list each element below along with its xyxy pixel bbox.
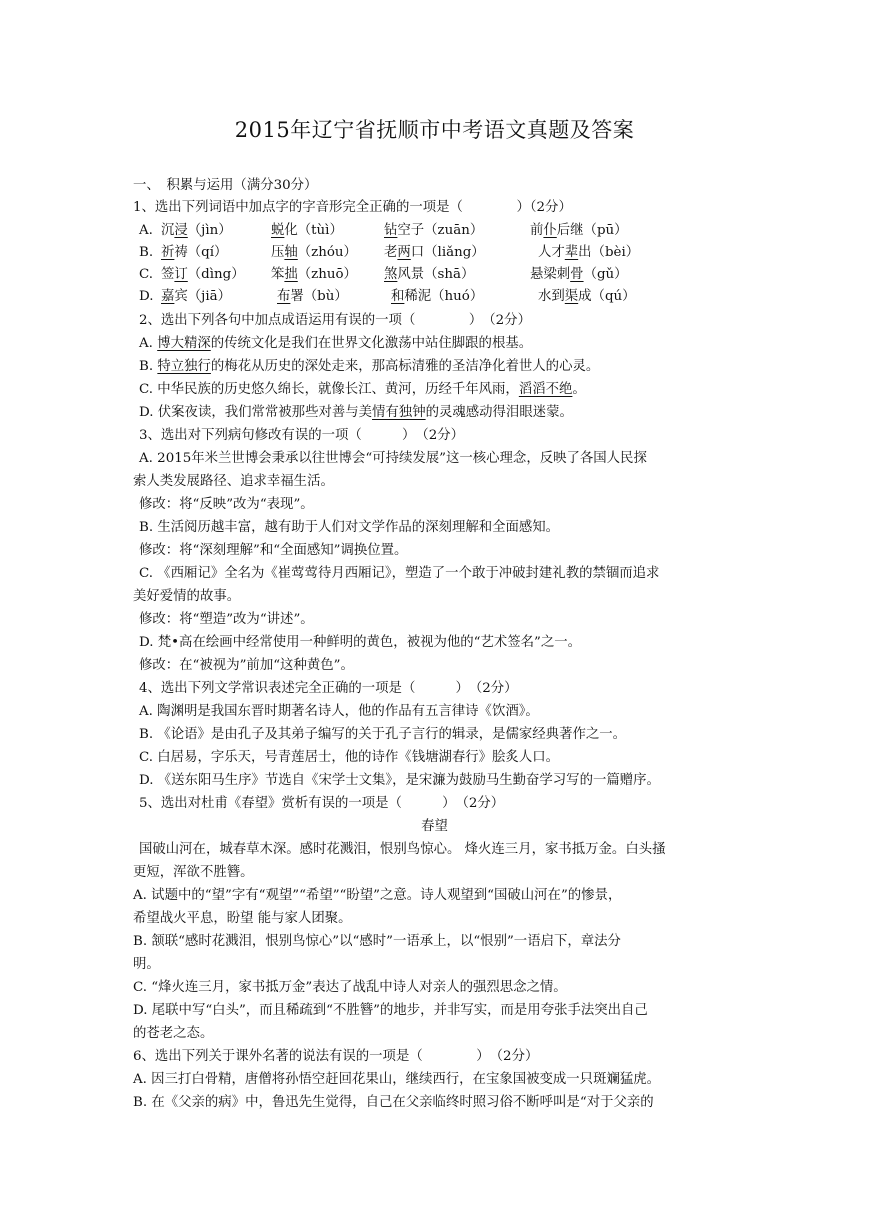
question-3-line: B. 生活阅历越丰富，越有助于人们对文学作品的深刻理解和全面感知。 <box>139 520 560 535</box>
option-item: 沉浸（jìn） <box>161 223 232 238</box>
question-3-line: 索人类发展路径、追求幸福生活。 <box>133 474 334 489</box>
question-3-line: 修改：在“被视为”前加“这种黄色”。 <box>139 658 354 673</box>
question-5-line: D. 尾联中写“白头”，而且稀疏到“不胜簪”的地步，并非写实，而是用夸张手法突出自己 <box>133 1003 648 1018</box>
question-3-line: 修改：将“塑造”改为“讲述”。 <box>139 612 314 627</box>
option-item: 祈祷（qí） <box>161 245 228 260</box>
question-1-stem: 1、选出下列词语中加点字的字音形完全正确的一项是（ ）（2分） <box>133 200 572 215</box>
question-5-line: A. 试题中的“望”字有“观望”“希望”“盼望”之意。诗人观望到“国破山河在”的惨景， <box>133 888 622 903</box>
question-3-line: 修改：将“深刻理解”和“全面感知”调换位置。 <box>139 543 408 558</box>
question-2-option-a: A. 博大精深的传统文化是我们在世界文化激荡中站住脚跟的根基。 <box>139 336 533 351</box>
poem-title: 春望 <box>421 819 448 834</box>
question-4-stem: 4、选出下列文学常识表述完全正确的一项是（ ） （2分） <box>139 681 518 696</box>
question-1-option-d <box>139 286 739 308</box>
question-5-line: 希望战火平息，盼望 能与家人团聚。 <box>133 911 352 926</box>
question-4-option: D. 《送东阳马生序》节选自《宋学士文集》，是宋濂为鼓励马生勤奋学习写的一篇赠序。 <box>139 773 660 788</box>
poem-text: 更短，浑欲不胜簪。 <box>133 865 254 880</box>
option-item: 煞风景（shā） <box>384 267 475 282</box>
question-4-option: C. 白居易，字乐天，号青莲居士，他的诗作《钱塘湖春行》脍炙人口。 <box>139 750 559 765</box>
question-5-line: C. “烽火连三月，家书抵万金”表达了战乱中诗人对亲人的强烈思念之情。 <box>133 980 567 995</box>
option-label: D. <box>139 289 154 304</box>
question-1-option-a <box>139 220 739 242</box>
question-6-option: B. 在《父亲的病》中，鲁迅先生觉得，自己在父亲临终时照习俗不断呼叫是“对于父亲的 <box>133 1095 654 1110</box>
section-heading: 一、 积累与运用（满分30分） <box>133 178 318 193</box>
question-2-option-b: B. 特立独行的梅花从历史的深处走来，那高标清雅的圣洁净化着世人的心灵。 <box>139 359 600 374</box>
question-5-line: 明。 <box>133 957 160 972</box>
option-item: 签订（dìng） <box>161 267 245 282</box>
option-item: 水到渠成（qú） <box>538 289 636 304</box>
question-2-stem: 2、选出下列各句中加点成语运用有误的一项（ ） （2分） <box>139 313 531 328</box>
poem-text: 国破山河在，城春草木深。感时花溅泪，恨别鸟惊心。 烽火连三月，家书抵万金。白头搔 <box>139 842 666 857</box>
question-6-stem: 6、选出下列关于课外名著的说法有误的一项是（ ） （2分） <box>133 1049 539 1064</box>
option-item: 悬梁刺骨（gǔ） <box>530 267 628 282</box>
question-6-option: A. 因三打白骨精，唐僧将孙悟空赶回花果山，继续西行，在宝象国被变成一只斑斓猛虎。 <box>133 1072 661 1087</box>
question-4-option: B. 《论语》是由孔子及其弟子编写的关于孔子言行的辑录，是儒家经典著作之一。 <box>139 727 627 742</box>
option-item: 和稀泥（huó） <box>391 289 484 304</box>
option-item: 嘉宾（jiā） <box>161 289 231 304</box>
option-item: 压轴（zhóu） <box>271 245 357 260</box>
option-item: 人才辈出（bèi） <box>538 245 640 260</box>
option-label: C. <box>139 267 154 282</box>
option-item: 老两口（liǎng） <box>384 245 485 260</box>
question-1-option-c <box>139 264 739 286</box>
question-5-stem: 5、选出对杜甫《春望》赏析有误的一项是（ ） （2分） <box>139 796 505 811</box>
question-5-line: 的苍老之态。 <box>133 1026 214 1041</box>
option-item: 前仆后继（pū） <box>530 223 628 238</box>
question-3-line: 修改：将“反映”改为“表现”。 <box>139 497 314 512</box>
option-item: 笨拙（zhuō） <box>271 267 357 282</box>
question-3-line: 美好爱情的故事。 <box>133 589 241 604</box>
option-label: A. <box>139 223 153 238</box>
question-3-line: A. 2015年米兰世博会秉承以往世博会“可持续发展”这一核心理念，反映了各国人民探 <box>139 451 647 466</box>
question-1-option-b <box>139 242 739 264</box>
question-3-line: C. 《西厢记》全名为《崔莺莺待月西厢记》，塑造了一个敢于冲破封建礼教的禁锢而追求 <box>139 566 660 581</box>
option-item: 蜕化（tùì） <box>271 223 343 238</box>
page-title: 2015年辽宁省抚顺市中考语文真题及答案 <box>234 118 635 142</box>
question-2-option-c: C. 中华民族的历史悠久绵长，就像长江、黄河，历经千年风雨，滔滔不绝。 <box>139 382 586 397</box>
option-item: 钻空子（zuān） <box>384 223 484 238</box>
option-item: 布署（bù） <box>277 289 348 304</box>
question-4-option: A. 陶渊明是我国东晋时期著名诗人，他的作品有五言律诗《饮酒》。 <box>139 704 539 719</box>
question-5-line: B. 颔联“感时花溅泪，恨别鸟惊心”以“感时”一语承上，以“恨别”一语启下，章法分 <box>133 934 621 949</box>
option-label: B. <box>139 245 154 260</box>
question-2-option-d: D. 伏案夜读，我们常常被那些对善与美情有独钟的灵魂感动得泪眼迷蒙。 <box>139 405 573 420</box>
question-3-line: D. 梵•高在绘画中经常使用一种鲜明的黄色，被视为他的“艺术签名”之一。 <box>139 635 582 650</box>
question-3-stem: 3、选出对下列病句修改有误的一项（ ） （2分） <box>139 428 465 443</box>
